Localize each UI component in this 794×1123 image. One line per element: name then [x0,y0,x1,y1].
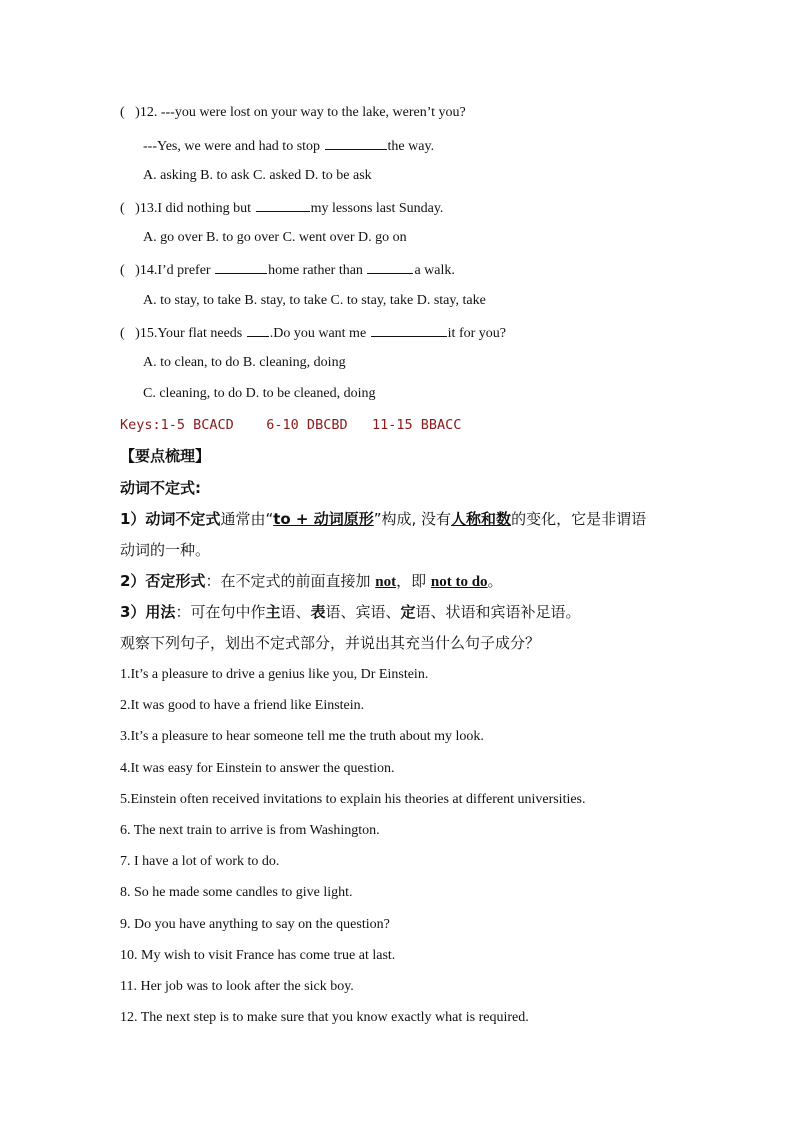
point-3: 3）用法：可在句中作主语、表语、宾语、定语、状语和宾语补足语。 [120,603,581,621]
section-title: 【要点梳理】 [120,447,211,465]
question-13: ( )13.I did nothing but my lessons last Sunday. [120,198,443,218]
sentence-5: 5.Einstein often received invitations to explain his theories at different universities. [120,792,586,807]
instruction: 观察下列句子，划出不定式部分，并说出其充当什么句子成分？ [120,634,541,652]
answer-blank [256,198,310,212]
point-2: 2）否定形式：在不定式的前面直接加 not，即 not to do。 [120,572,503,590]
question-12-reply: ---Yes, we were and had to stop the way. [143,136,434,156]
sentence-4: 4.It was easy for Einstein to answer the question. [120,761,395,776]
sentence-8: 8. So he made some candles to give light. [120,885,353,900]
question-13-options: A. go over B. to go over C. went over D. go on [143,230,407,245]
point-1-continued: 动词的一种。 [120,541,211,559]
sentence-6: 6. The next train to arrive is from Washington. [120,823,380,838]
topic-heading: 动词不定式: [120,479,201,497]
sentence-7: 7. I have a lot of work to do. [120,854,280,869]
sentence-1: 1.It’s a pleasure to drive a genius like you, Dr Einstein. [120,667,429,682]
sentence-2: 2.It was good to have a friend like Einstein. [120,698,365,713]
sentence-12: 12. The next step is to make sure that you know exactly what is required. [120,1010,529,1025]
question-15-options-2: C. cleaning, to do D. to be cleaned, doing [143,386,376,401]
answer-blank [325,136,387,150]
question-12-options: A. asking B. to ask C. asked D. to be ask [143,168,372,183]
sentence-11: 11. Her job was to look after the sick boy. [120,979,354,994]
answer-blank [215,260,267,274]
answer-blank [367,260,413,274]
question-14-options: A. to stay, to take B. stay, to take C. to stay, take D. stay, take [143,293,486,308]
question-15: ( )15.Your flat needs .Do you want me it for you? [120,323,506,343]
question-14: ( )14.I’d prefer home rather than a walk. [120,260,455,280]
answer-keys: Keys:1-5 BCACD 6-10 DBCBD 11-15 BBACC [120,417,462,433]
sentence-9: 9. Do you have anything to say on the question? [120,917,390,932]
sentence-3: 3.It’s a pleasure to hear someone tell me the truth about my look. [120,729,484,744]
question-12: ( )12. ---you were lost on your way to the lake, weren’t you? [120,105,466,120]
point-1: 1）动词不定式通常由“to + 动词原形”构成, 没有人称和数的变化，它是非谓语 [120,510,647,528]
question-15-options-1: A. to clean, to do B. cleaning, doing [143,355,346,370]
answer-blank [247,323,269,337]
sentence-10: 10. My wish to visit France has come true at last. [120,948,396,963]
answer-blank [371,323,447,337]
